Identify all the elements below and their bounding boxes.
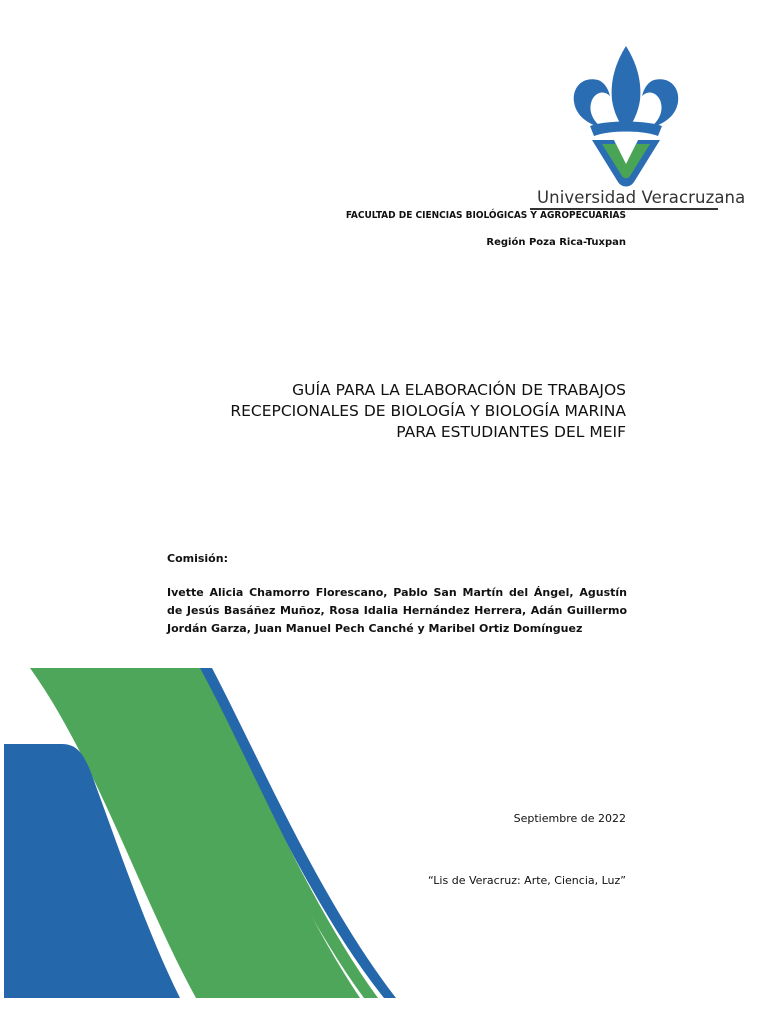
university-name: Universidad Veracruzana: [537, 188, 746, 207]
logo-v-outer: [592, 140, 660, 187]
logo-right-petal: [642, 79, 678, 128]
faculty-name: FACULTAD DE CIENCIAS BIOLÓGICAS Y AGROPECUARIAS: [345, 210, 626, 221]
publication-date: Septiembre de 2022: [513, 812, 626, 825]
document-title: [196, 380, 626, 443]
title-line-1: GUÍA PARA LA ELABORACIÓN DE TRABAJOS: [292, 381, 626, 399]
decorative-waves: [0, 660, 420, 1024]
logo-left-petal: [574, 79, 610, 128]
university-motto: “Lis de Veracruz: Arte, Ciencia, Luz”: [427, 874, 626, 887]
region-name: Región Poza Rica-Tuxpan: [486, 237, 626, 248]
title-line-3: PARA ESTUDIANTES DEL MEIF: [396, 423, 626, 441]
logo-top-petal: [612, 46, 641, 132]
commission-members: Ivette Alicia Chamorro Florescano, Pablo San Martín del Ángel, Agustín de Jesús Basáñez Muñoz, Rosa Idalia Hernández Herrera, Adán Guillermo Jordán Garza, Juan Manuel Pech Canché y Maribel Ortiz Domínguez: [167, 586, 627, 635]
commission-label: Comisión:: [167, 552, 228, 565]
logo-band: [590, 122, 662, 137]
title-line-2: RECEPCIONALES DE BIOLOGÍA Y BIOLOGÍA MARINA: [230, 402, 626, 420]
